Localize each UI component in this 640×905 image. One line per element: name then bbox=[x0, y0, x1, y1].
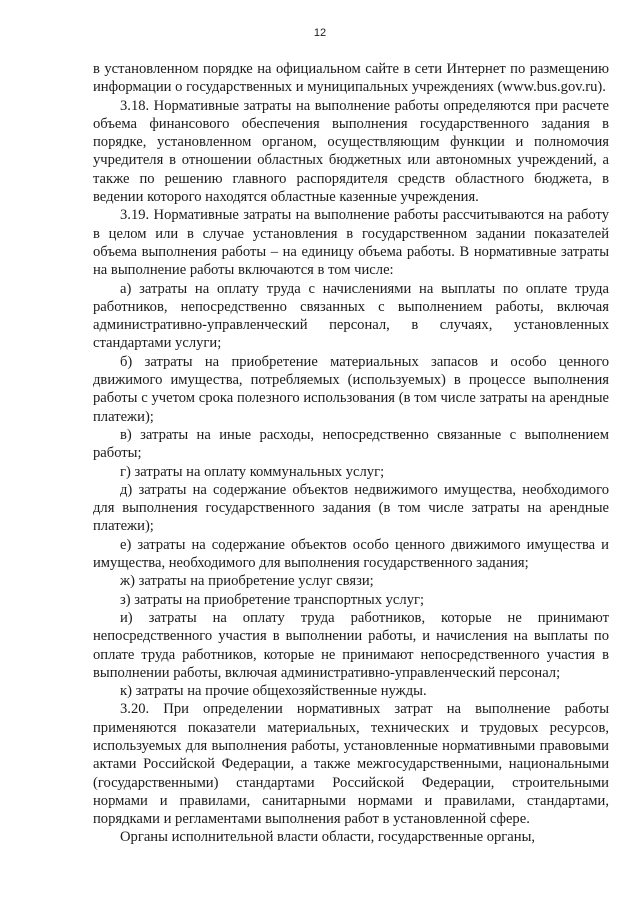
list-item-a: а) затраты на оплату труда с начислениями на выплаты по оплате труда работников, непосредственно связанных с выполнением работы, включая административно-управленческий персонал, в случаях, установленных стандартами услуги; bbox=[93, 280, 609, 352]
list-item-i: и) затраты на оплату труда работников, которые не принимают непосредственного участия в выполнении работы, и начисления на выплаты по оплате труда работников, которые не принимают непосредственного участия в выполнении работы, включая административно-управленческий персонал; bbox=[93, 609, 609, 681]
paragraph-3-20: 3.20. При определении нормативных затрат на выполнение работы применяются показатели материальных, технических и трудовых ресурсов, используемых для выполнения работы, установленные нормативными правовыми актами Российской Федерации, а также межгосударственными, национальными (государственными) стандартами Российской Федерации, строительными нормами и правилами, санитарными нормами и правилами, стандартами, порядками и регламентами выполнения работ в установленной сфере. bbox=[93, 701, 609, 828]
page-number: 12 bbox=[313, 27, 327, 39]
list-item-d: д) затраты на содержание объектов недвижимого имущества, необходимого для выполнения государственного задания (в том числе затраты на арендные платежи); bbox=[93, 481, 609, 535]
list-item-b: б) затраты на приобретение материальных запасов и особо ценного движимого имущества, потребляемых (используемых) в процессе выполнения работы с учетом срока полезного использования (в том числе затраты на арендные платежи); bbox=[93, 353, 609, 425]
document-body bbox=[93, 60, 609, 847]
paragraph-final: Органы исполнительной власти области, государственные органы, bbox=[120, 829, 536, 846]
list-item-e: е) затраты на содержание объектов особо ценного движимого имущества и имущества, необходимого для выполнения государственного задания; bbox=[93, 536, 609, 572]
paragraph-3-18: 3.18. Нормативные затраты на выполнение работы определяются при расчете объема финансового обеспечения выполнения государственного задания в порядке, установленном органом, осуществляющим функции и полномочия учредителя в отношении областных бюджетных или автономных учреждений, а также по решению главного распорядителя средств областного бюджета, в ведении которого находятся областные казенные учреждения. bbox=[93, 97, 609, 206]
paragraph-3-19: 3.19. Нормативные затраты на выполнение работы рассчитываются на работу в целом или в случае установления в государственном задании показателей объема выполнения работы – на единицу объема работы. В нормативные затраты на выполнение работы включаются в том числе: bbox=[93, 207, 609, 279]
paragraph-continuation: в установленном порядке на официальном сайте в сети Интернет по размещению информации о государственных и муниципальных учреждениях (www.bus.gov.ru). bbox=[93, 61, 609, 96]
list-item-z: з) затраты на приобретение транспортных услуг; bbox=[120, 591, 425, 608]
list-item-v: в) затраты на иные расходы, непосредственно связанные с выполнением работы; bbox=[93, 426, 609, 462]
list-item-zh: ж) затраты на приобретение услуг связи; bbox=[120, 573, 374, 590]
list-item-k: к) затраты на прочие общехозяйственные нужды. bbox=[120, 683, 427, 700]
list-item-g: г) затраты на оплату коммунальных услуг; bbox=[120, 463, 385, 480]
